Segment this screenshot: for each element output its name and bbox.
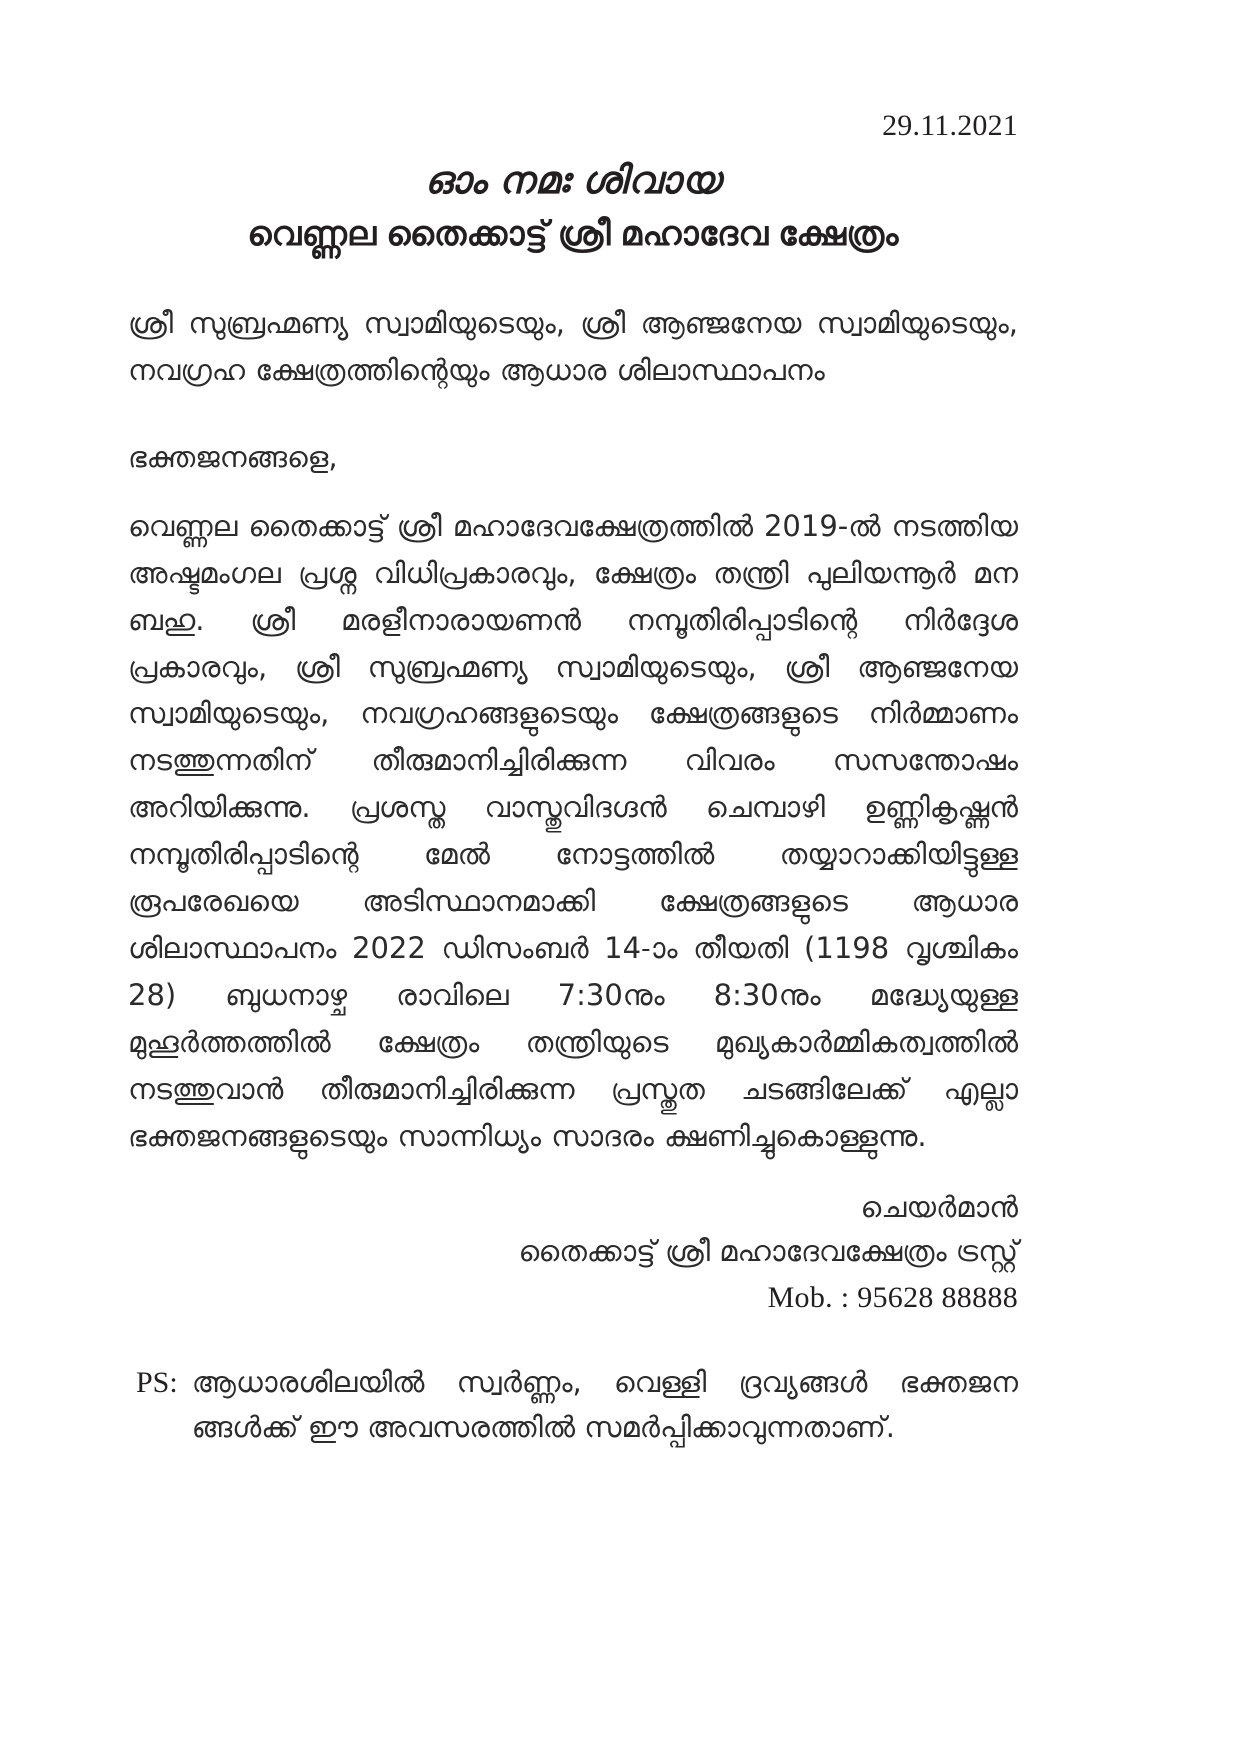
temple-name-heading: വെണ്ണല തൈക്കാട്ട് ശ്രീ മഹാദേവ ക്ഷേത്രം <box>247 214 899 253</box>
postscript-text: ആധാരശിലയിൽ സ്വർണ്ണം, വെള്ളി ദ്രവ്യങ്ങൾ ഭക്തജന ങ്ങൾക്ക് ഈ അവസരത്തിൽ സമർപ്പിക്കാവുന്നതാണ്. <box>191 1365 1018 1445</box>
subject-paragraph: ശ്രീ സുബ്രഹ്മണ്യ സ്വാമിയുടെയും, ശ്രീ ആഞ്ജനേയ സ്വാമിയുടെയും, നവഗ്രഹ ക്ഷേത്രത്തിന്റെയും ആധാര ശിലാസ്ഥാപനം <box>128 305 1018 387</box>
document-content <box>128 108 1018 1450</box>
invocation-heading: ഓം നമഃ ശിവായ <box>424 160 722 202</box>
postscript-block <box>128 1360 1018 1450</box>
signature-designation: ചെയർമാൻ <box>860 1190 1018 1225</box>
salutation: ഭക്തജനങ്ങളെ, <box>128 439 338 474</box>
signature-organization: തൈക്കാട്ട് ശ്രീ മഹാദേവക്ഷേത്രം ട്രസ്റ്റ് <box>518 1233 1018 1268</box>
document-date: 29.11.2021 <box>882 109 1018 142</box>
signature-block <box>128 1186 1018 1320</box>
signature-mobile: Mob. : 95628 88888 <box>767 1281 1018 1315</box>
postscript-label: PS: <box>136 1366 178 1400</box>
body-paragraph: വെണ്ണല തൈക്കാട്ട് ശ്രീ മഹാദേവക്ഷേത്രത്തിൽ 2019-ൽ നടത്തിയ അഷ്ടമംഗല പ്രശ്ന വിധിപ്രകാരവും, ക്ഷേത്രം തന്ത്രി പുലിയന്നൂർ മന ബഹു. ശ്രീ മരളീനാരായണൻ നമ്പൂതിരിപ്പാടിന്റെ നിർദ്ദേശ പ്രകാരവും, ശ്രീ സുബ്രഹ്മണ്യ സ്വാമിയുടെയും, ശ്രീ ആഞ്ജനേയ സ്വാമിയുടെയും, നവഗ്രഹങ്ങളുടെയും ക്ഷേത്രങ്ങളുടെ നിർമ്മാണം നടത്തുന്നതിന് തീരുമാനിച്ചിരിക്കുന്ന വിവരം സസന്തോഷം അറിയിക്കുന്നു. പ്രശസ്ത വാസ്തുവിദഗ്ദൻ ചെമ്പാഴി ഉണ്ണികൃഷ്ണൻ നമ്പൂതിരിപ്പാടിന്റെ മേൽ നോട്ടത്തിൽ തയ്യാറാക്കിയിട്ടുള്ള രൂപരേഖയെ അടിസ്ഥാനമാക്കി ക്ഷേത്രങ്ങളുടെ ആധാര ശിലാസ്ഥാപനം 2022 ഡിസംബർ 14-ാം തീയതി (1198 വൃശ്ചികം 28) ബുധനാഴ്ച രാവിലെ 7:30നും 8:30നും മദ്ധ്യേയുള്ള മുഹൂർത്തത്തിൽ ക്ഷേത്രം തന്ത്രിയുടെ മുഖ്യകാർമ്മികത്വത്തിൽ നടത്തുവാൻ തീരുമാനിച്ചിരിക്കുന്ന പ്രസ്തുത ചടങ്ങിലേക്ക് എല്ലാ ഭക്തജനങ്ങളുടെയും സാന്നിധ്യം സാദരം ക്ഷണിച്ചുകൊള്ളുന്നു. <box>128 508 1018 1154</box>
